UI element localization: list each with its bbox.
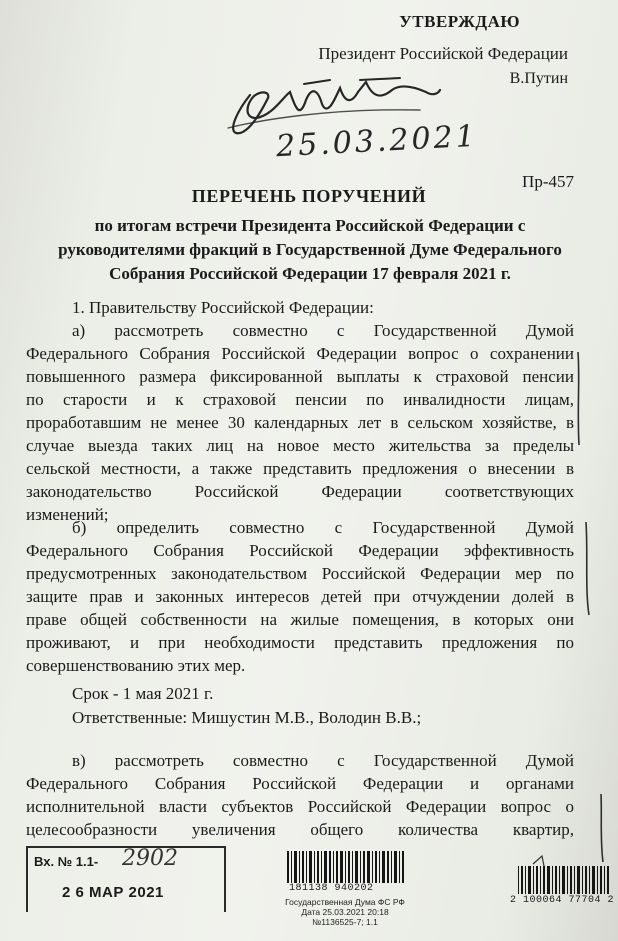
paragraph-line: по старости и к страховой пенсии по инвалидности лицам,	[26, 390, 574, 409]
duma-stamp-line: Дата 25.03.2021 20:18	[301, 907, 389, 917]
incoming-stamp	[26, 846, 226, 912]
approval-name: В.Путин	[509, 70, 568, 87]
paragraph-line: законодательство Российской Федерации соответствующих	[26, 482, 574, 501]
approval-heading: УТВЕРЖДАЮ	[399, 12, 520, 31]
paragraph-line: Федерального Собрания Российской Федерации вопрос о сохранении	[26, 344, 574, 363]
subtitle-line: руководителями фракций в Государственной Думе Федерального	[58, 240, 562, 259]
paragraph-line: совершенствованию этих мер.	[26, 656, 246, 675]
paragraph-line: повышенного размера фиксированной выплаты к страховой пенсии	[26, 367, 574, 386]
duma-stamp-line: Государственная Дума ФС РФ	[285, 897, 405, 907]
paragraph-line: б) определить совместно с Государственной Думой	[72, 518, 574, 537]
responsible-persons: Ответственные: Мишустин М.В., Володин В.В.;	[72, 708, 422, 727]
paragraph-line: Федерального Собрания Российской Федерации эффективность	[26, 541, 574, 560]
paragraph-line: предусмотренных законодательством Российской Федерации мер по	[26, 564, 574, 583]
handwritten-date: 25.03.2021	[275, 118, 479, 165]
stamp-handwritten-number: 2902	[122, 846, 178, 871]
right-barcode-number: 2 100064 77704 2	[510, 895, 615, 906]
document-number: Пр-457	[522, 172, 574, 191]
approval-position: Президент Российской Федерации	[318, 44, 568, 63]
paragraph-line: проработавшим не менее 30 календарных лет в сельском хозяйстве, в	[26, 413, 574, 432]
deadline: Срок - 1 мая 2021 г.	[72, 684, 214, 703]
duma-barcode-number: 181138 940202	[289, 883, 374, 894]
paragraph-line: Федерального Собрания Российской Федерации и органами	[26, 774, 574, 793]
paragraph-line: защите прав и законных интересов детей при отчуждении долей в	[26, 587, 574, 606]
duma-stamp-line: №1136525-7; 1.1	[312, 917, 378, 927]
paragraph-line: праве общей собственности на жилые помещения, в которых они	[26, 610, 574, 629]
subtitle-line: Собрания Российской Федерации 17 февраля 2021 г.	[109, 264, 511, 283]
paragraph-line: исполнительной власти субъектов Российской Федерации вопрос о	[26, 797, 574, 816]
subtitle-line: по итогам встречи Президента Российской Федерации с	[94, 216, 526, 235]
paragraph-line: случае выезда таких лиц на новое место жительства за пределы	[26, 436, 574, 455]
paragraph-line: проживают, и при необходимости представить предложения по	[26, 633, 574, 652]
duma-barcode-icon	[287, 851, 405, 883]
duma-stamp	[250, 897, 440, 927]
right-barcode-icon	[518, 866, 610, 894]
paragraph-line: в) рассмотреть совместно с Государственной Думой	[72, 751, 574, 770]
paragraph-line: целесообразности увеличения общего количества квартир,	[26, 820, 574, 839]
paragraph-line: сельской местности, а также представить предложения о внесении в	[26, 459, 574, 478]
paragraph-line: изменений;	[26, 505, 109, 524]
paragraph-line: а) рассмотреть совместно с Государственной Думой	[72, 321, 574, 340]
stamp-date: 2 6 МАР 2021	[62, 884, 164, 901]
item-1-heading: 1. Правительству Российской Федерации:	[72, 298, 374, 317]
page-title: ПЕРЕЧЕНЬ ПОРУЧЕНИЙ	[191, 186, 427, 206]
stamp-label: Вх. № 1.1-	[34, 854, 99, 869]
